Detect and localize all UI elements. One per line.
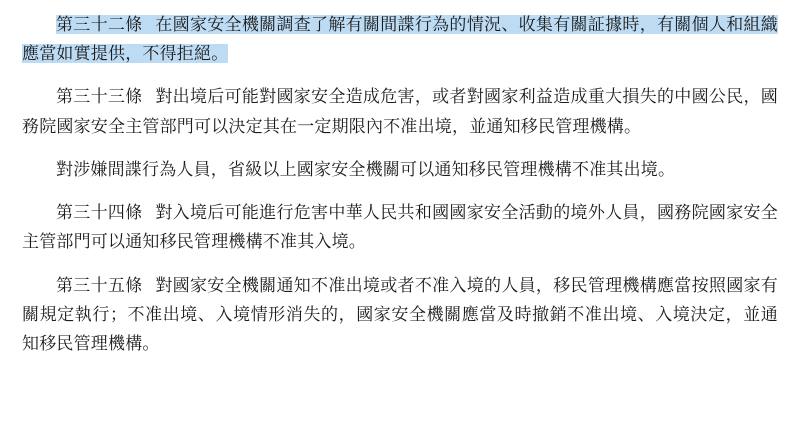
paragraph-article-32 (22, 10, 778, 68)
paragraph-article-35 (22, 271, 778, 359)
article-body-34: 對入境后可能進行危害中華人民共和國國家安全活動的境外人員，國務院國家安全主管部門可以通知移民管理機構不准其入境。 (22, 203, 779, 252)
article-body-33: 對出境后可能對國家安全造成危害，或者對國家利益造成重大損失的中國公民，國務院國家安全主管部門可以決定其在一定期限內不准出境，並通知移民管理機構。 (22, 87, 779, 136)
article-body-33-second: 對涉嫌間諜行為人員，省級以上國家安全機關可以通知移民管理機構不准其出境。 (56, 159, 676, 179)
highlighted-text-article-32 (22, 15, 778, 63)
article-label-35: 第三十五條 (56, 275, 143, 295)
paragraph-article-33 (22, 82, 778, 140)
paragraph-article-33-second (22, 155, 778, 184)
article-label-33: 第三十三條 (56, 87, 143, 107)
article-body-32: 在國家安全機關調查了解有關間諜行為的情況、收集有關証據時，有關個人和組織應當如實提供，不得拒絕。 (22, 15, 779, 64)
article-label-32: 第三十二條 (56, 15, 143, 34)
article-label-34: 第三十四條 (56, 203, 143, 223)
article-body-35: 對國家安全機關通知不准出境或者不准入境的人員，移民管理機構應當按照國家有關規定執行；不准出境、入境情形消失的，國家安全機關應當及時撤銷不准出境、入境決定，並通知移民管理機構。 (22, 275, 779, 354)
paragraph-article-34 (22, 198, 778, 256)
